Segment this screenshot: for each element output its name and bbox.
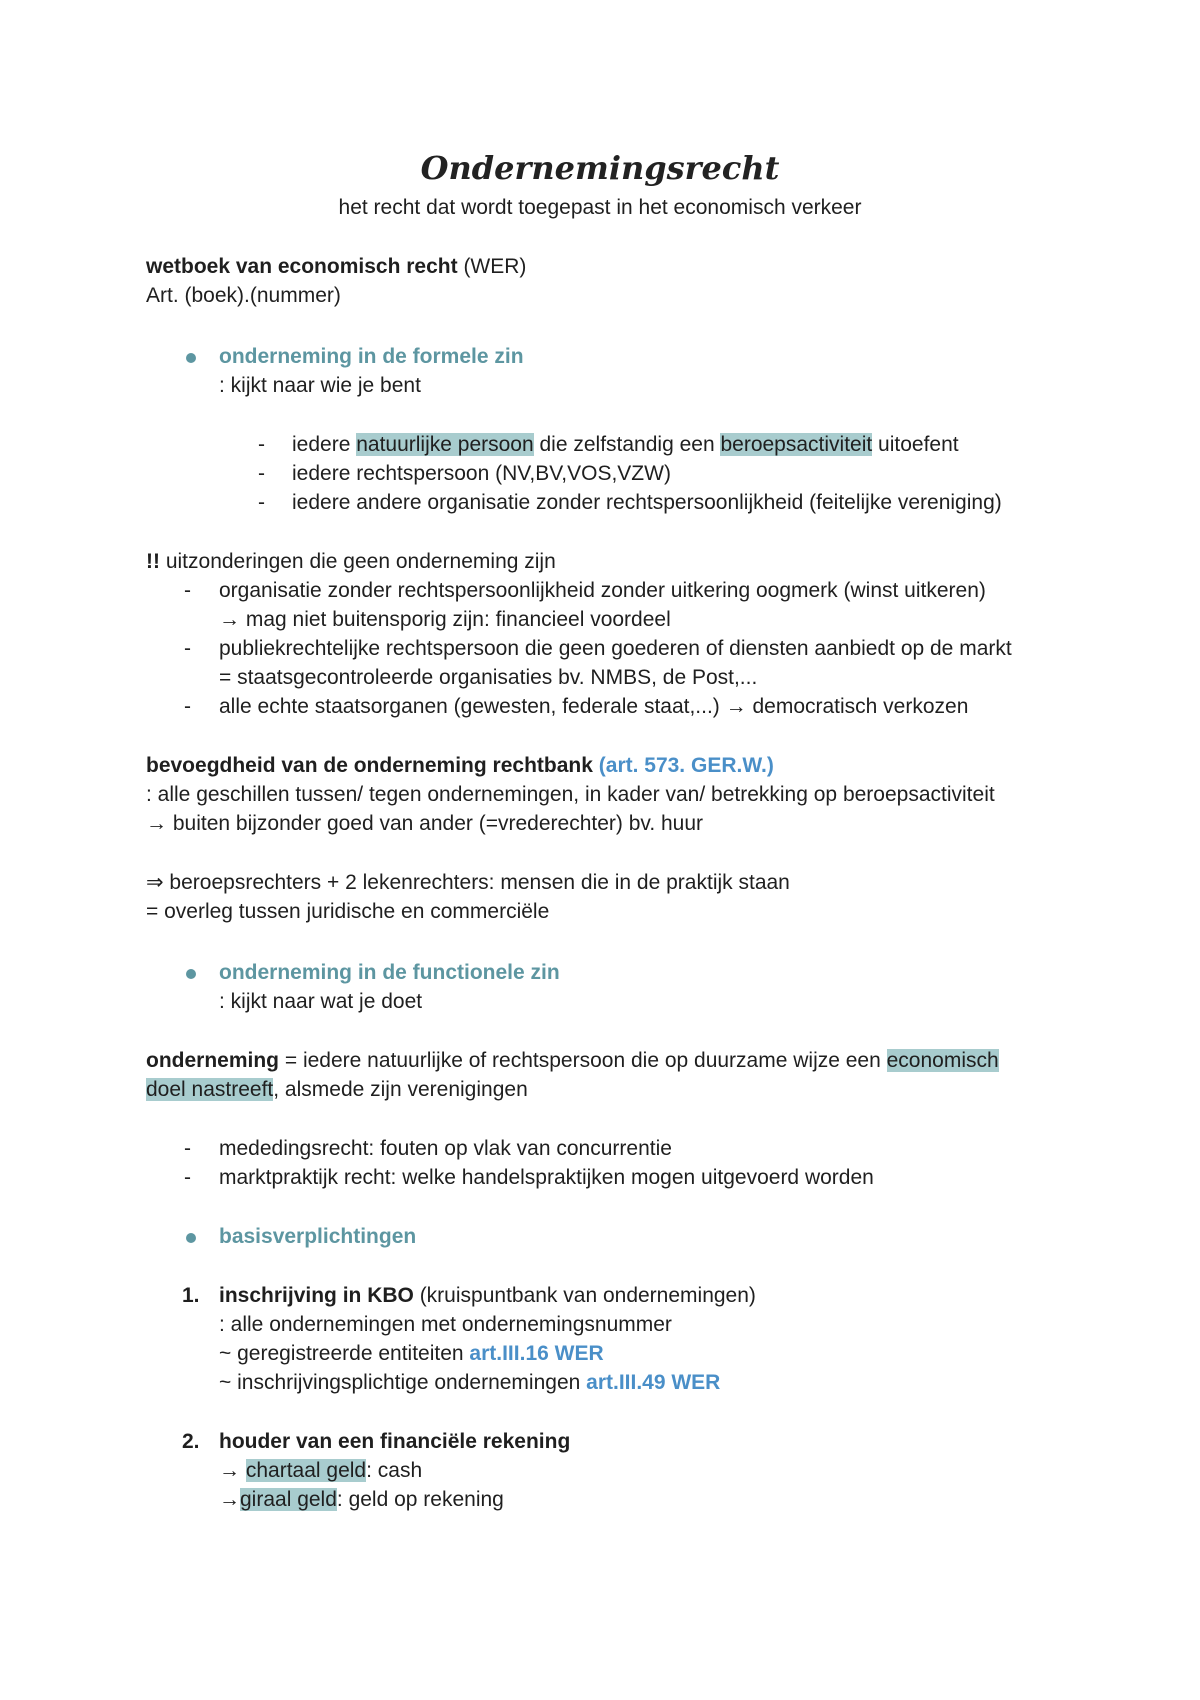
bevoegdheid-line: = overleg tussen juridische en commerciële bbox=[146, 900, 550, 923]
list-item: iedere andere organisatie zonder rechtspersoonlijkheid (feitelijke vereniging) bbox=[292, 491, 1002, 514]
list-item: publiekrechtelijke rechtspersoon die geen goederen of diensten aanbiedt op de markt bbox=[219, 637, 1012, 660]
list-item: alle echte staatsorganen (gewesten, federale staat,...) → democratisch verkozen bbox=[219, 695, 969, 718]
functionele-zin-desc: : kijkt naar wat je doet bbox=[219, 990, 423, 1013]
wer-line bbox=[146, 252, 526, 281]
formele-zin-desc: : kijkt naar wie je bent bbox=[219, 374, 421, 397]
bullet-dot bbox=[186, 969, 196, 979]
page-subtitle: het recht dat wordt toegepast in het economisch verkeer bbox=[338, 196, 862, 219]
definitie-line: doel nastreeft, alsmede zijn verenigingen bbox=[146, 1078, 528, 1101]
definitie-line: onderneming = iedere natuurlijke of rechtspersoon die op duurzame wijze een economisch bbox=[146, 1049, 999, 1072]
wer-article-format: Art. (boek).(nummer) bbox=[146, 284, 341, 307]
bevoegdheid-line: : alle geschillen tussen/ tegen ondernemingen, in kader van/ betrekking op beroepsactiviteit bbox=[146, 783, 995, 806]
list-item-note: → mag niet buitensporig zijn: financieel voordeel bbox=[219, 608, 671, 631]
heading-functionele-zin: onderneming in de functionele zin bbox=[219, 961, 560, 984]
list-number: 2. bbox=[182, 1430, 200, 1453]
bevoegdheid-heading: bevoegdheid van de onderneming rechtbank (art. 573. GER.W.) bbox=[146, 754, 774, 777]
bullet-dot bbox=[186, 1233, 196, 1243]
highlight: doel nastreeft bbox=[146, 1078, 274, 1101]
highlight: giraal geld bbox=[240, 1488, 337, 1511]
wer-abbr: (WER) bbox=[457, 255, 527, 278]
bullet-dot bbox=[186, 353, 196, 363]
list-item: mededingsrecht: fouten op vlak van concurrentie bbox=[219, 1137, 672, 1160]
law-reference: art.III.49 WER bbox=[586, 1371, 721, 1394]
law-reference: (art. 573. GER.W.) bbox=[598, 754, 774, 777]
basis-item-1-line: ~ inschrijvingsplichtige ondernemingen art.III.49 WER bbox=[219, 1371, 721, 1394]
highlight: natuurlijke persoon bbox=[356, 433, 534, 456]
basis-item-2-line: →giraal geld: geld op rekening bbox=[219, 1488, 504, 1511]
highlight: beroepsactiviteit bbox=[720, 433, 873, 456]
heading-basisverplichtingen: basisverplichtingen bbox=[219, 1225, 417, 1248]
basis-item-1-line: ~ geregistreerde entiteiten art.III.16 WER bbox=[219, 1342, 604, 1365]
uitzonderingen-heading: !! uitzonderingen die geen onderneming zijn bbox=[146, 550, 556, 573]
basis-item-1: inschrijving in KBO (kruispuntbank van ondernemingen) bbox=[219, 1284, 756, 1307]
highlight: economisch bbox=[886, 1049, 999, 1072]
list-item: marktpraktijk recht: welke handelspraktijken mogen uitgevoerd worden bbox=[219, 1166, 874, 1189]
basis-item-2-line: → chartaal geld: cash bbox=[219, 1459, 423, 1482]
list-item: iedere natuurlijke persoon die zelfstandig een beroepsactiviteit uitoefent bbox=[292, 433, 959, 456]
highlight: chartaal geld bbox=[245, 1459, 367, 1482]
basis-item-1-line: : alle ondernemingen met ondernemingsnummer bbox=[219, 1313, 672, 1336]
list-item: organisatie zonder rechtspersoonlijkheid zonder uitkering oogmerk (winst uitkeren) bbox=[219, 579, 986, 602]
bevoegdheid-line: → buiten bijzonder goed van ander (=vrederechter) bv. huur bbox=[146, 812, 704, 835]
basis-item-2: houder van een financiële rekening bbox=[219, 1430, 571, 1453]
page-title: Ondernemingsrecht bbox=[420, 149, 780, 187]
heading-formele-zin: onderneming in de formele zin bbox=[219, 345, 524, 368]
list-item-note: = staatsgecontroleerde organisaties bv. NMBS, de Post,... bbox=[219, 666, 758, 689]
bevoegdheid-line: ⇒ beroepsrechters + 2 lekenrechters: mensen die in de praktijk staan bbox=[146, 871, 790, 894]
list-number: 1. bbox=[182, 1284, 200, 1307]
list-item: iedere rechtspersoon (NV,BV,VOS,VZW) bbox=[292, 462, 671, 485]
document-page: Ondernemingsrecht het recht dat wordt toegepast in het economisch verkeer wetboek van economisch recht (WER) Art. (boek).(nummer) onderneming in de formele zin : kijkt naar wie je bent - iedere natuurlijke persoon die zelfstandig een beroepsactiviteit uitoefent - iedere rechtspersoon (NV,BV,VOS,VZW) - iedere andere organisatie zonder rechtspersoonlijkheid (feitelijke vereniging) !! uitzonderingen die geen onderneming zijn - organisatie zonder rechtspersoonlijkheid zonder uitkering oogmerk (winst uitkeren) → mag niet buitensporig zijn: financieel voordeel - publiekrechtelijke rechtspersoon die geen goederen of diensten aanbiedt op de markt = staatsgecontroleerde organisaties bv. NMBS, de Post,... - alle echte staatsorganen (gewesten, federale staat,...) → democratisch verkozen bevoegdheid van de onderneming rechtbank (art. 573. GER.W.) : alle geschillen tussen/ tegen ondernemingen, in kader van/ betrekking op beroepsactiviteit → buiten bijzonder goed van ander (=vrederechter) bv. huur ⇒ beroepsrechters + 2 lekenrechters: mensen die in de praktijk staan = overleg tussen juridische en commerciële onderneming in de functionele zin : kijkt naar wat je doet onderneming = iedere natuurlijke of rechtspersoon die op duurzame wijze een economisch doel nastreeft, alsmede zijn verenigingen - mededingsrecht: fouten op vlak van concurrentie - marktpraktijk recht: welke handelspraktijken mogen uitgevoerd worden basisverplichtingen 1. inschrijving in KBO (kruispuntbank van ondernemingen) : alle ondernemingen met ondernemingsnummer ~ geregistreerde entiteiten art.III.16 WER ~ inschrijvingsplichtige ondernemingen art.III.49 WER 2. houder van een financiële rekening → chartaal geld: cash →giraal geld: geld op rekening bbox=[0, 0, 1200, 1700]
law-reference: art.III.16 WER bbox=[469, 1342, 604, 1365]
wer-bold: wetboek van economisch recht bbox=[146, 255, 458, 278]
